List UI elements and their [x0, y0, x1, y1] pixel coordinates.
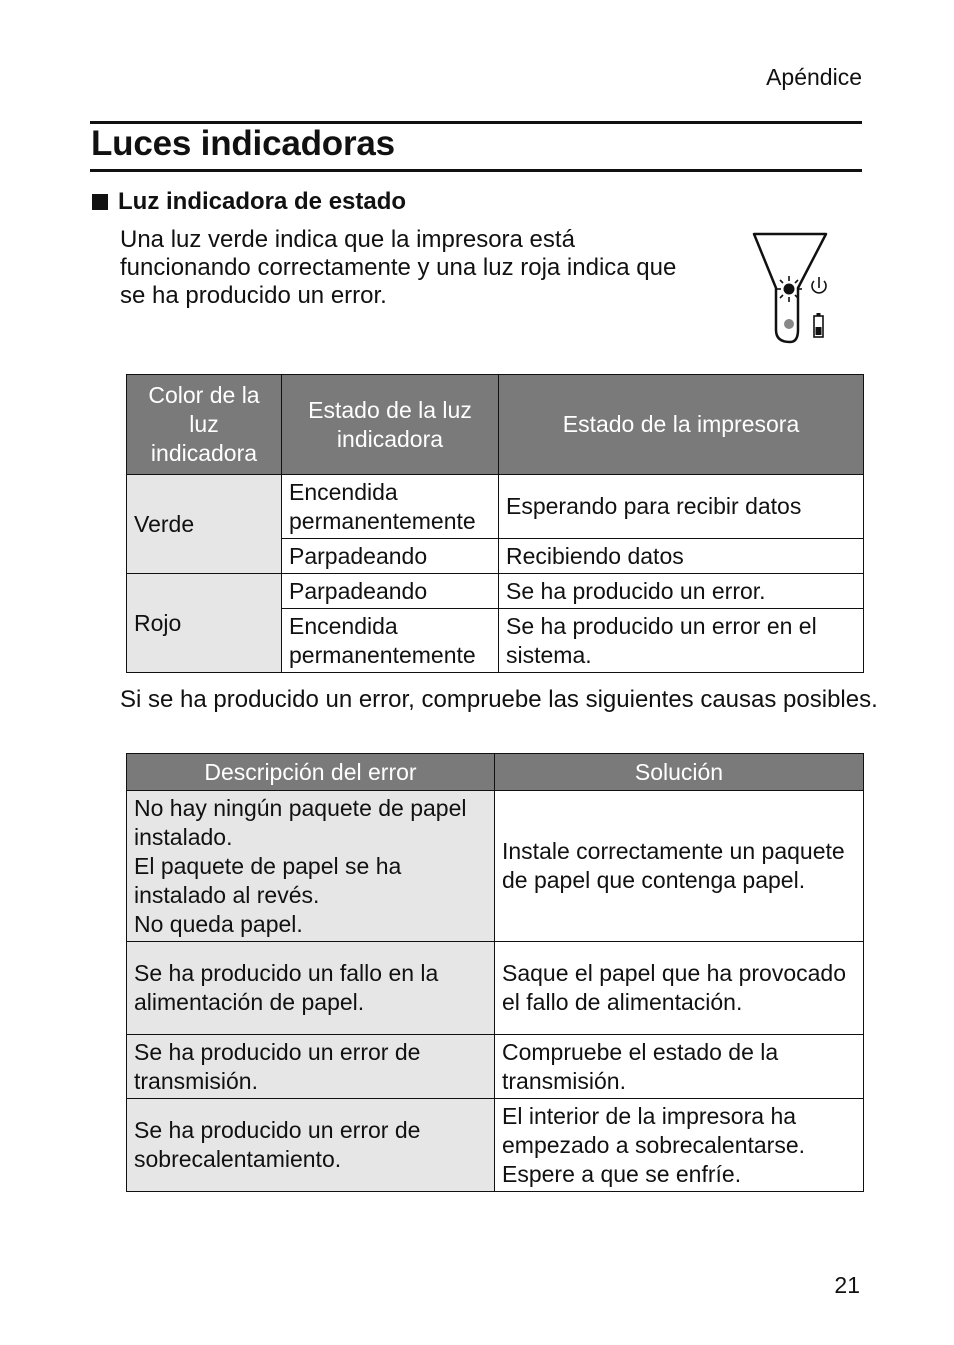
causes-intro-paragraph: Si se ha producido un error, compruebe las siguientes causas posibles. [120, 686, 878, 713]
description-line: No hay ningún paquete de papel instalado. [134, 794, 467, 850]
error-description-cell: Se ha producido un error de sobrecalentamiento. [127, 1099, 495, 1192]
printer-state-cell: Recibiendo datos [499, 539, 864, 574]
indicator-status-table [126, 374, 864, 673]
printer-state-cell: Esperando para recibir datos [499, 475, 864, 539]
error-description-cell: Se ha producido un fallo en la alimentación de papel. [127, 942, 495, 1035]
printer-state-cell: Se ha producido un error en el sistema. [499, 609, 864, 673]
table-header-row [127, 754, 864, 791]
status-light-illustration [748, 228, 838, 348]
battery-icon [814, 313, 823, 337]
light-state-cell: Encendida permanentemente [282, 475, 499, 539]
col-header-light-state: Estado de la luz indicadora [282, 375, 499, 475]
section-label: Apéndice [766, 64, 862, 90]
subheading [92, 188, 406, 216]
title-bottom-rule [90, 169, 862, 172]
light-state-cell: Parpadeando [282, 574, 499, 609]
color-cell-green: Verde [127, 475, 282, 574]
page-number: 21 [834, 1272, 860, 1298]
table-row [127, 791, 864, 942]
color-cell-red: Rojo [127, 574, 282, 673]
square-bullet-icon [92, 194, 108, 210]
error-description-cell: Se ha producido un error de transmisión. [127, 1035, 495, 1099]
table-header-row [127, 375, 864, 475]
col-header-printer-state: Estado de la impresora [499, 375, 864, 475]
col-header-solution: Solución [495, 754, 864, 791]
table-row [127, 1099, 864, 1192]
intro-paragraph: Una luz verde indica que la impresora está funcionando correctamente y una luz roja indica que se ha producido un error. [120, 226, 677, 309]
power-icon [812, 277, 826, 293]
description-line: El paquete de papel se ha instalado al revés. [134, 852, 402, 908]
solution-cell: Saque el papel que ha provocado el fallo de alimentación. [495, 942, 864, 1035]
error-solution-table [126, 753, 864, 1192]
description-line: No queda papel. [134, 910, 303, 937]
solution-cell: Instale correctamente un paquete de papel que contenga papel. [495, 791, 864, 942]
solution-cell: Compruebe el estado de la transmisión. [495, 1035, 864, 1099]
subheading-text: Luz indicadora de estado [118, 188, 407, 215]
page-title: Luces indicadoras [91, 124, 395, 163]
table-row [127, 942, 864, 1035]
second-led-icon [784, 319, 794, 329]
error-description-cell [127, 791, 495, 942]
col-header-color: Color de la luz indicadora [127, 375, 282, 475]
light-state-cell: Parpadeando [282, 539, 499, 574]
table-row [127, 1035, 864, 1099]
table-row [127, 574, 864, 609]
col-header-error-description: Descripción del error [127, 754, 495, 791]
table-row [127, 475, 864, 539]
printer-state-cell: Se ha producido un error. [499, 574, 864, 609]
solution-cell: El interior de la impresora ha empezado a sobrecalentarse. Espere a que se enfríe. [495, 1099, 864, 1192]
light-state-cell: Encendida permanentemente [282, 609, 499, 673]
